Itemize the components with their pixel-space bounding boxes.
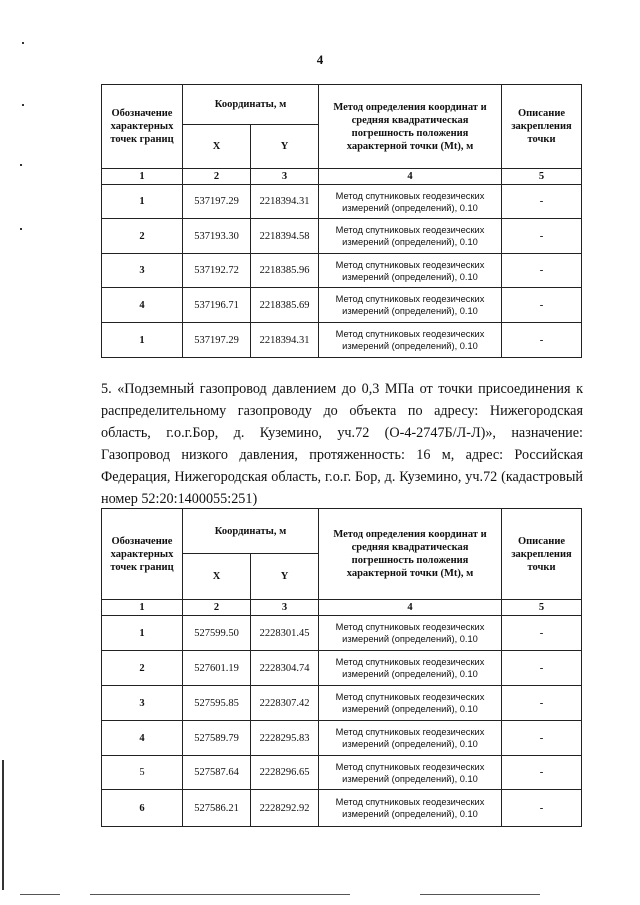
coord-y: 2218394.31 — [251, 185, 319, 219]
method-text: Метод спутниковых геодезических измерений (определений), 0.10 — [319, 756, 502, 790]
description: - — [502, 686, 582, 721]
col-number: 4 — [319, 169, 502, 185]
scan-edge — [2, 760, 4, 890]
table-row — [102, 721, 582, 756]
col-number: 4 — [319, 600, 502, 616]
method-text: Метод спутниковых геодезических измерений (определений), 0.10 — [319, 616, 502, 651]
header-row — [102, 85, 582, 125]
description: - — [502, 288, 582, 323]
table-row — [102, 288, 582, 323]
coord-x: 527586.21 — [183, 790, 251, 827]
scan-edge-bottom — [90, 894, 350, 895]
col-number: 5 — [502, 169, 582, 185]
col-number: 2 — [183, 600, 251, 616]
coord-y: 2228304.74 — [251, 651, 319, 686]
header-point: Обозначение характерных точек границ — [102, 85, 183, 169]
description: - — [502, 651, 582, 686]
coord-y: 2218385.69 — [251, 288, 319, 323]
table-row — [102, 756, 582, 790]
method-text: Метод спутниковых геодезических измерений (определений), 0.10 — [319, 254, 502, 288]
description: - — [502, 323, 582, 358]
coord-x: 537196.71 — [183, 288, 251, 323]
header-coords: Координаты, м — [183, 85, 319, 125]
coordinates-table-2 — [101, 508, 582, 827]
table-row — [102, 219, 582, 254]
table-row — [102, 323, 582, 358]
header-point: Обозначение характерных точек границ — [102, 509, 183, 600]
header-description: Описание закрепления точки — [502, 509, 582, 600]
scan-edge-bottom — [420, 894, 540, 895]
coord-y: 2228292.92 — [251, 790, 319, 827]
description: - — [502, 756, 582, 790]
description: - — [502, 616, 582, 651]
method-text: Метод спутниковых геодезических измерений (определений), 0.10 — [319, 651, 502, 686]
scan-edge-bottom — [20, 894, 60, 895]
coordinates-table-1 — [101, 84, 582, 358]
description: - — [502, 254, 582, 288]
point-id: 3 — [102, 254, 183, 288]
coord-y: 2228301.45 — [251, 616, 319, 651]
table-row — [102, 254, 582, 288]
table-row — [102, 790, 582, 827]
point-id: 5 — [102, 756, 183, 790]
point-id: 1 — [102, 616, 183, 651]
table-row — [102, 616, 582, 651]
header-y: Y — [251, 554, 319, 600]
coord-y: 2218394.31 — [251, 323, 319, 358]
point-id: 4 — [102, 288, 183, 323]
column-number-row — [102, 169, 582, 185]
header-method: Метод определения координат и средняя квадратическая погрешность положения характерной точки (Mt), м — [319, 85, 502, 169]
coord-y: 2228296.65 — [251, 756, 319, 790]
point-id: 1 — [102, 185, 183, 219]
description: - — [502, 721, 582, 756]
description: - — [502, 219, 582, 254]
col-number: 2 — [183, 169, 251, 185]
coord-y: 2228307.42 — [251, 686, 319, 721]
coord-x: 527589.79 — [183, 721, 251, 756]
method-text: Метод спутниковых геодезических измерений (определений), 0.10 — [319, 219, 502, 254]
col-number: 3 — [251, 600, 319, 616]
coord-y: 2218385.96 — [251, 254, 319, 288]
coord-x: 537192.72 — [183, 254, 251, 288]
method-text: Метод спутниковых геодезических измерений (определений), 0.10 — [319, 721, 502, 756]
point-id: 2 — [102, 651, 183, 686]
header-coords: Координаты, м — [183, 509, 319, 554]
coord-x: 527601.19 — [183, 651, 251, 686]
header-x: X — [183, 125, 251, 169]
section-5-text: 5. «Подземный газопровод давлением до 0,3 МПа от точки присоединения к распределительному газопроводу до объекта по адресу: Нижегородская область, г.о.г.Бор, д. Куземино, уч.72 (О-4-2747Б/Л-Л)», назначение: Газопровод низкого давления, протяженность: 16 м, адрес: Российская Федерация, Нижегородская область, г.о.г. Бор, д. Куземино, уч.72 (кадастровый номер 52:20:1400055:251) — [101, 381, 583, 507]
scan-mark — [20, 228, 22, 230]
coord-x: 527595.85 — [183, 686, 251, 721]
col-number: 5 — [502, 600, 582, 616]
col-number: 1 — [102, 600, 183, 616]
coord-x: 527587.64 — [183, 756, 251, 790]
coord-x: 537193.30 — [183, 219, 251, 254]
col-number: 1 — [102, 169, 183, 185]
col-number: 3 — [251, 169, 319, 185]
method-text: Метод спутниковых геодезических измерений (определений), 0.10 — [319, 323, 502, 358]
table-row — [102, 686, 582, 721]
coord-y: 2218394.58 — [251, 219, 319, 254]
method-text: Метод спутниковых геодезических измерений (определений), 0.10 — [319, 686, 502, 721]
scan-mark — [22, 42, 24, 44]
description: - — [502, 790, 582, 827]
page-number: 4 — [316, 52, 324, 67]
coord-x: 527599.50 — [183, 616, 251, 651]
point-id: 6 — [102, 790, 183, 827]
point-id: 1 — [102, 323, 183, 358]
header-method: Метод определения координат и средняя квадратическая погрешность положения характерной точки (Mt), м — [319, 509, 502, 600]
method-text: Метод спутниковых геодезических измерений (определений), 0.10 — [319, 790, 502, 827]
point-id: 4 — [102, 721, 183, 756]
coord-x: 537197.29 — [183, 185, 251, 219]
table-row — [102, 651, 582, 686]
header-y: Y — [251, 125, 319, 169]
header-x: X — [183, 554, 251, 600]
header-description: Описание закрепления точки — [502, 85, 582, 169]
coord-x: 537197.29 — [183, 323, 251, 358]
scan-mark — [20, 164, 22, 166]
method-text: Метод спутниковых геодезических измерений (определений), 0.10 — [319, 185, 502, 219]
description: - — [502, 185, 582, 219]
point-id: 3 — [102, 686, 183, 721]
point-id: 2 — [102, 219, 183, 254]
coord-y: 2228295.83 — [251, 721, 319, 756]
method-text: Метод спутниковых геодезических измерений (определений), 0.10 — [319, 288, 502, 323]
table-row — [102, 185, 582, 219]
header-row — [102, 509, 582, 554]
scan-mark — [22, 104, 24, 106]
column-number-row — [102, 600, 582, 616]
